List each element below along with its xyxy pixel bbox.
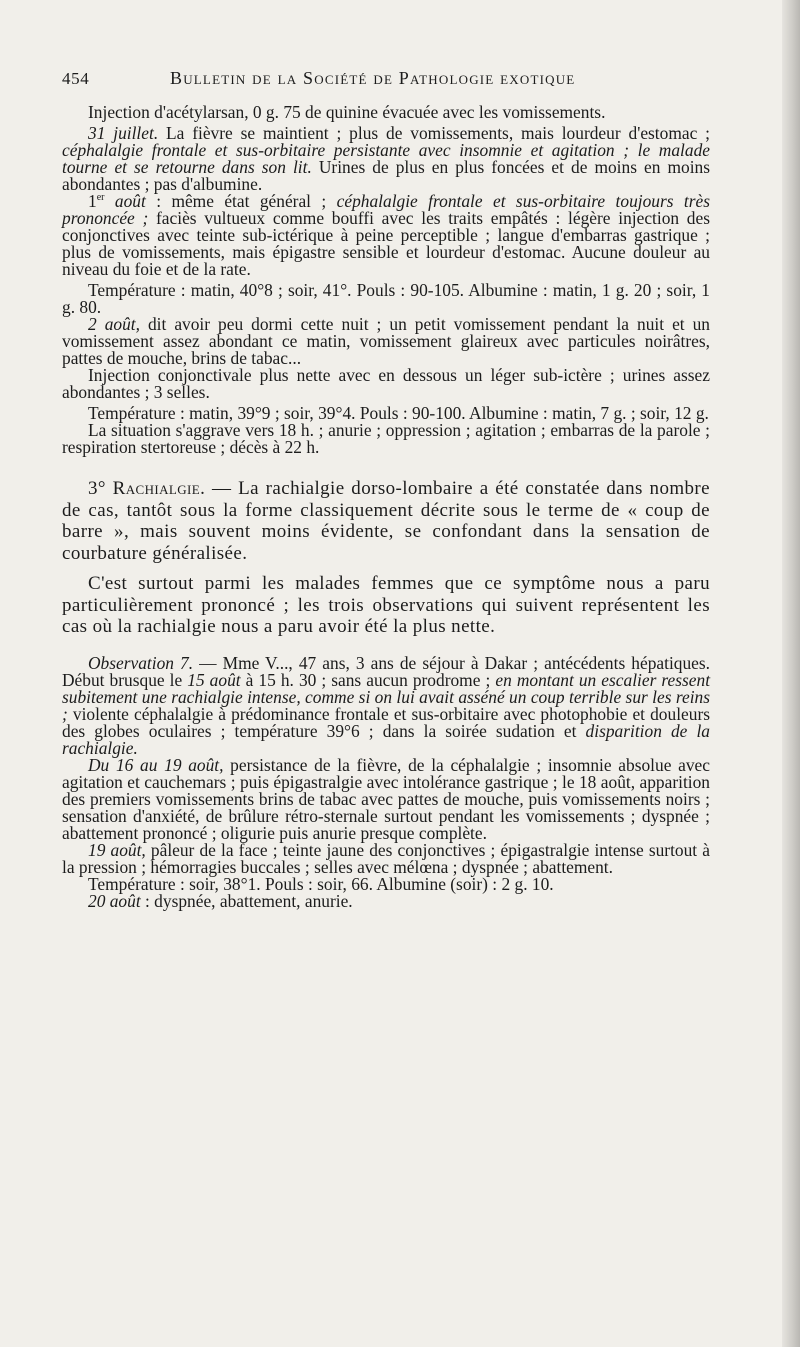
observation-heading: Observation 7. [88, 652, 194, 673]
paragraph-19-aout: 19 août, pâleur de la face ; teinte jaune des conjonctives ; épigastralgie intense surtout à la pression ; hémorragies buccales ; selles avec mélœna ; dyspnée ; abattement. [62, 839, 710, 877]
book-page [62, 68, 710, 910]
paragraph-injection-conjonctivale: Injection conjonctivale plus nette avec en dessous un léger sub-ictère ; urines assez abondantes ; 3 selles. [62, 365, 710, 402]
observation-7: Observation 7. — Mme V..., 47 ans, 3 ans de séjour à Dakar ; antécédents hépatiques. Début brusque le 15 août à 15 h. 30 ; sans aucun prodrome ; en montant un escalier ressent subitement une rachialgie intense, comme si on lui avait asséné un coup terrible sur les reins ; violente céphalalgie à prédominance frontale et sus-orbitaire avec photophobie et douleurs des globes oculaires ; température 39°6 ; dans la soirée sudation et disparition de la rachialgie. [62, 652, 711, 758]
paragraph-temperature-1: Température : matin, 40°8 ; soir, 41°. Pouls : 90-105. Albumine : matin, 1 g. 20 ; soir, 1 g. 80. [62, 280, 710, 317]
page-number: 454 [62, 69, 90, 88]
section-rachialgie: 3° Rachialgie. — La rachialgie dorso-lombaire a été constatée dans nombre de cas, tantôt sous la forme classiquement décrite sous le terme de « coup de barre », mais souvent moins évidente, se confondant dans la sensation de courbature généralisée. [62, 478, 710, 564]
section-heading: Rachialgie. [112, 478, 206, 499]
date-label: 20 août [88, 890, 141, 911]
paragraph-1er-aout: 1er août : même état général ; céphalalgie frontale et sus-orbitaire toujours très prononcée ; faciès vultueux comme bouffi avec les traits empâtés : légère injection des conjonctives avec teinte sub-ictérique à peine perceptible ; langue d'embarras gastrique ; plus de vomissements, mais épigastre sensible et lourdeur d'estomac. Aucune douleur au niveau du foie et de la rate. [62, 191, 711, 279]
paragraph-temperature-3: Température : soir, 38°1. Pouls : soir, 66. Albumine (soir) : 2 g. 10. [88, 873, 554, 894]
page-edge-shadow [782, 0, 800, 1347]
paragraph-situation: La situation s'aggrave vers 18 h. ; anurie ; oppression ; agitation ; embarras de la parole ; respiration stertoreuse ; décès à 22 h. [62, 420, 710, 457]
date-label: Du 16 au 19 août, [88, 754, 224, 775]
article-body [62, 104, 710, 910]
paragraph-2-aout: 2 août, dit avoir peu dormi cette nuit ; un petit vomissement pendant la nuit et un vomissement assez abondant ce matin, vomissement glaireux avec particules noirâtres, pattes de mouche, brins de tabac... [62, 314, 710, 368]
paragraph-31-juillet: 31 juillet. La fièvre se maintient ; plus de vomissements, mais lourdeur d'estomac ; céphalalgie frontale et sus-orbitaire persistante avec insomnie et agitation ; le malade tourne et se retourne dans son lit. Urines de plus en plus foncées et de moins en moins abondantes ; pas d'albumine. [62, 123, 710, 194]
running-header [62, 68, 710, 104]
paragraph-20-aout: 20 août : dyspnée, abattement, anurie. [88, 890, 353, 911]
paragraph-16-19-aout: Du 16 au 19 août, persistance de la fièvre, de la céphalalgie ; insomnie absolue avec agitation et cauchemars ; puis épigastralgie avec intolérance gastrique ; le 18 août, apparition des premiers vomissements brins de tabac avec pattes de mouche, puis vomissements noirs ; sensation d'anxiété, de brûlure rétro-sternale surtout pendant les vomissements ; dyspnée ; abattement prononcé ; oligurie puis anurie presque complète. [62, 754, 710, 843]
date-label: 31 juillet. [88, 123, 159, 143]
running-title: Bulletin de la Société de Pathologie exotique [170, 68, 576, 88]
date-label: 2 août, [88, 314, 140, 334]
date-label: 19 août, [88, 839, 146, 860]
paragraph-femmes: C'est surtout parmi les malades femmes que ce symptôme nous a paru particulièrement prononcé ; les trois observations qui suivent représentent les cas où la rachialgie nous a paru avoir été la plus nette. [62, 573, 710, 637]
paragraph-temperature-2: Température : matin, 39°9 ; soir, 39°4. Pouls : 90-100. Albumine : matin, 7 g. ; soir, 12 g. [88, 403, 709, 423]
paragraph-injection: Injection d'acétylarsan, 0 g. 75 de quinine évacuée avec les vomissements. [88, 102, 606, 122]
